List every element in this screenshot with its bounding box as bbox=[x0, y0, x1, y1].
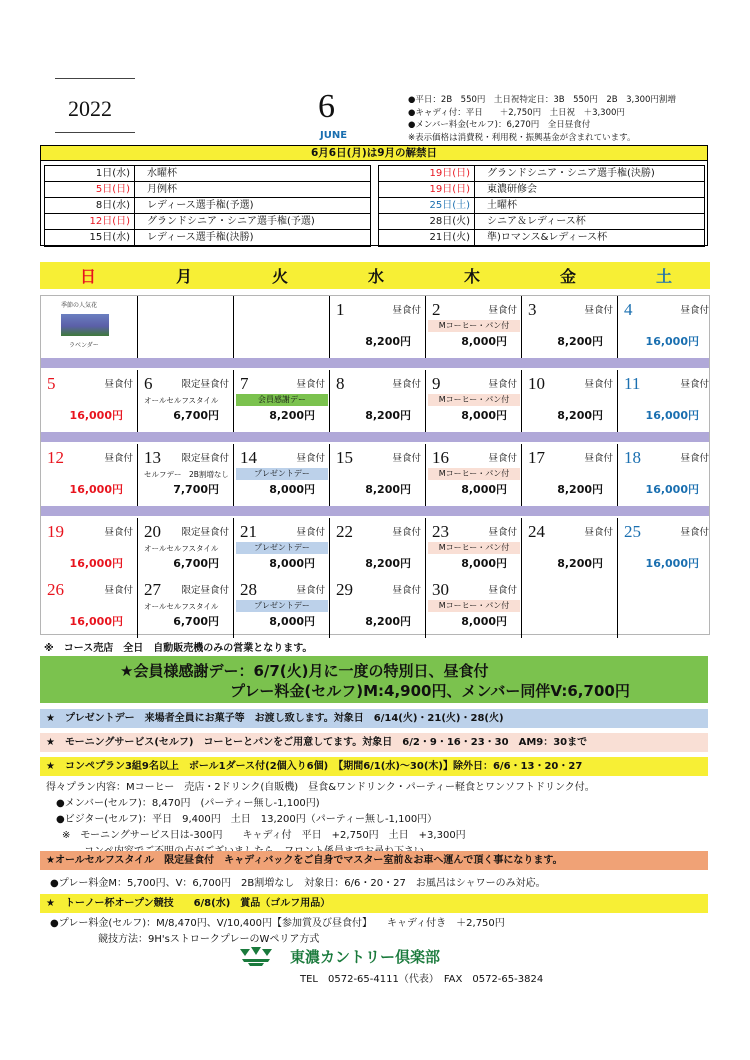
day-number: 15 bbox=[336, 448, 353, 467]
meal-label: 昼食付 bbox=[392, 585, 421, 596]
meal-label: 昼食付 bbox=[680, 379, 709, 390]
day-number: 3 bbox=[528, 300, 537, 319]
schedule-date: 28日(火) bbox=[379, 214, 475, 229]
day-number: 25 bbox=[624, 522, 641, 541]
weekday-6: 土 bbox=[655, 267, 672, 286]
shop-note: ※ コース売店 全日 自動販売機のみの営業となります。 bbox=[44, 643, 313, 654]
day-cell-5 bbox=[41, 370, 137, 432]
day-number: 7 bbox=[240, 374, 249, 393]
all-self-price: ●プレー料金M：5,700円、V：6,700円 2B割増なし 対象日：6/6・20・27 お風呂はシャワーのみ対応。 bbox=[50, 878, 546, 889]
day-cell-6 bbox=[137, 370, 233, 432]
meal-label: 昼食付 bbox=[680, 305, 709, 316]
day-cell-2 bbox=[425, 296, 521, 358]
meal-label: 昼食付 bbox=[680, 453, 709, 464]
day-price: 7,700円 bbox=[173, 483, 219, 496]
schedule-date: 1日(水) bbox=[45, 166, 135, 181]
day-price: 8,000円 bbox=[461, 483, 507, 496]
day-number: 21 bbox=[240, 522, 257, 541]
schedule-date: 8日(水) bbox=[45, 198, 135, 213]
year: 2022 bbox=[68, 96, 112, 121]
schedule-event: 水曜杯 bbox=[147, 168, 177, 179]
day-cell-11 bbox=[617, 370, 713, 432]
meal-label: 昼食付 bbox=[488, 527, 517, 538]
day-price: 16,000円 bbox=[645, 409, 699, 422]
meal-label: 昼食付 bbox=[296, 585, 325, 596]
plan-badge: プレゼントデー bbox=[236, 542, 328, 554]
day-cell-1 bbox=[329, 296, 425, 358]
compe-morning-note: ※ モーニングサービス日は-300円 キャディ付 平日 +2,750円 土日 +3,300円 bbox=[62, 830, 466, 841]
day-number: 12 bbox=[47, 448, 64, 467]
day-number: 2 bbox=[432, 300, 441, 319]
year-rule-top bbox=[55, 78, 135, 79]
month-name: JUNE bbox=[320, 130, 348, 141]
day-number: 9 bbox=[432, 374, 441, 393]
day-price: 16,000円 bbox=[69, 409, 123, 422]
day-price: 6,700円 bbox=[173, 557, 219, 570]
day-cell-22 bbox=[329, 518, 425, 580]
day-cell-10 bbox=[521, 370, 617, 432]
schedule-row bbox=[379, 198, 704, 214]
meal-label: 昼食付 bbox=[296, 453, 325, 464]
weekday-0: 日 bbox=[79, 267, 96, 286]
morning-service-bar: ★ モーニングサービス(セルフ) コーヒーとパンをご用意してます。対象日 6/2・9・16・23・30 AM9：30まで bbox=[40, 733, 708, 752]
day-cell-27 bbox=[137, 576, 233, 638]
meal-label: 昼食付 bbox=[488, 379, 517, 390]
thanks-line-2: プレー料金(セルフ)M:4,900円、メンバー同伴V:6,700円 bbox=[230, 682, 630, 700]
schedule-right-column bbox=[378, 165, 705, 247]
plan-badge: プレゼントデー bbox=[236, 468, 328, 480]
day-price: 8,200円 bbox=[365, 483, 411, 496]
club-name: 東濃カントリー倶楽部 bbox=[290, 948, 441, 966]
price-info-line: ●メンバー料金(セルフ)：6,270円 全日昼食付 bbox=[408, 120, 591, 131]
meal-label: 限定昼食付 bbox=[181, 453, 229, 464]
meal-label: 昼食付 bbox=[488, 453, 517, 464]
day-price: 8,200円 bbox=[557, 409, 603, 422]
plan-badge: Mコーヒー・パン付 bbox=[428, 320, 520, 332]
week-separator bbox=[41, 358, 709, 368]
day-price: 8,200円 bbox=[365, 615, 411, 628]
schedule-row bbox=[45, 198, 370, 214]
day-number: 14 bbox=[240, 448, 257, 467]
day-number: 30 bbox=[432, 580, 449, 599]
day-number: 17 bbox=[528, 448, 545, 467]
compe-detail: 得々プラン内容：Mコーヒー 売店・2ドリンク(自販機) 昼食&ワンドリンク・パーティー軽食とワンソフトドリンク付。 bbox=[46, 782, 595, 793]
empty-day-cell bbox=[137, 296, 233, 358]
day-cell-23 bbox=[425, 518, 521, 580]
schedule-event: レディース選手権(予選) bbox=[147, 200, 254, 211]
present-day-bar: ★ プレゼントデー 来場者全員にお菓子等 お渡し致します。対象日 6/14(火)・21(火)・28(火) bbox=[40, 709, 708, 728]
member-thanks-banner bbox=[40, 656, 708, 703]
calendar-grid bbox=[40, 295, 710, 635]
weekday-header bbox=[40, 262, 710, 289]
schedule-date: 21日(火) bbox=[379, 230, 475, 246]
day-cell-20 bbox=[137, 518, 233, 580]
day-price: 8,000円 bbox=[269, 557, 315, 570]
schedule-event: 土曜杯 bbox=[487, 200, 517, 211]
price-info-line: ●キャディ付：平日 ＋2,750円 土日祝 ＋3,300円 bbox=[408, 107, 625, 118]
plan-badge: 会員感謝デー bbox=[236, 394, 328, 406]
plan-note: オールセルフスタイル bbox=[144, 602, 219, 611]
day-number: 19 bbox=[47, 522, 64, 541]
year-rule-bottom bbox=[55, 132, 135, 133]
plan-note: オールセルフスタイル bbox=[144, 544, 219, 553]
day-number: 29 bbox=[336, 580, 353, 599]
schedule-event: レディース選手権(決勝) bbox=[147, 232, 254, 243]
calendar-week bbox=[41, 370, 709, 432]
day-cell-18 bbox=[617, 444, 713, 506]
day-number: 1 bbox=[336, 300, 345, 319]
day-cell-16 bbox=[425, 444, 521, 506]
compe-plan-bar: ★ コンペプラン3組9名以上 ボール1ダース付(2個入り6個) 【期間6/1(水)～30(木)】除外日：6/6・13・20・27 bbox=[40, 757, 708, 776]
meal-label: 昼食付 bbox=[584, 527, 613, 538]
week-separator bbox=[41, 506, 709, 516]
day-price: 16,000円 bbox=[69, 483, 123, 496]
day-cell-30 bbox=[425, 576, 521, 638]
day-price: 16,000円 bbox=[645, 557, 699, 570]
schedule-row bbox=[379, 166, 704, 182]
day-cell-12 bbox=[41, 444, 137, 506]
meal-label: 昼食付 bbox=[584, 379, 613, 390]
day-price: 6,700円 bbox=[173, 409, 219, 422]
day-number: 6 bbox=[144, 374, 153, 393]
weekday-2: 火 bbox=[271, 267, 288, 286]
schedule-date: 12日(日) bbox=[45, 214, 135, 229]
calendar-week bbox=[41, 296, 709, 358]
schedule-date: 5日(日) bbox=[45, 182, 135, 197]
all-self-bar: ★オールセルフスタイル 限定昼食付 キャディバックをご自身でマスター室前＆お車へ運んで頂く事になります。 bbox=[40, 851, 708, 870]
day-number: 24 bbox=[528, 522, 545, 541]
flower-name: ラベンダー bbox=[69, 342, 99, 349]
day-price: 8,200円 bbox=[365, 409, 411, 422]
schedule-date: 19日(日) bbox=[379, 182, 475, 197]
calendar-week bbox=[41, 444, 709, 506]
meal-label: 昼食付 bbox=[104, 379, 133, 390]
calendar-week bbox=[41, 576, 709, 638]
schedule-event: グランドシニア・シニア選手権(決勝) bbox=[487, 168, 655, 179]
weekday-3: 水 bbox=[367, 267, 384, 286]
day-price: 8,000円 bbox=[269, 615, 315, 628]
day-price: 8,000円 bbox=[461, 335, 507, 348]
day-price: 16,000円 bbox=[645, 483, 699, 496]
day-price: 8,200円 bbox=[365, 335, 411, 348]
meal-label: 昼食付 bbox=[392, 305, 421, 316]
weekday-5: 金 bbox=[559, 267, 576, 286]
day-number: 22 bbox=[336, 522, 353, 541]
meal-label: 昼食付 bbox=[104, 585, 133, 596]
day-price: 8,200円 bbox=[269, 409, 315, 422]
day-price: 8,200円 bbox=[557, 335, 603, 348]
schedule-event: グランドシニア・シニア選手権(予選) bbox=[147, 216, 315, 227]
plan-badge: Mコーヒー・パン付 bbox=[428, 468, 520, 480]
day-cell-8 bbox=[329, 370, 425, 432]
day-number: 18 bbox=[624, 448, 641, 467]
day-number: 5 bbox=[47, 374, 56, 393]
meal-label: 限定昼食付 bbox=[181, 379, 229, 390]
weekday-1: 月 bbox=[175, 267, 192, 286]
day-price: 8,000円 bbox=[461, 409, 507, 422]
schedule-row bbox=[45, 230, 370, 246]
schedule-row bbox=[379, 230, 704, 246]
day-cell-28 bbox=[233, 576, 329, 638]
event-schedule bbox=[40, 145, 708, 246]
plan-badge: プレゼントデー bbox=[236, 600, 328, 612]
schedule-event: 東濃研修会 bbox=[487, 184, 537, 195]
day-number: 20 bbox=[144, 522, 161, 541]
schedule-event: シニア＆レディース杯 bbox=[487, 216, 586, 227]
day-cell-21 bbox=[233, 518, 329, 580]
plan-note: オールセルフスタイル bbox=[144, 396, 219, 405]
schedule-date: 19日(日) bbox=[379, 166, 475, 181]
empty-day-cell bbox=[233, 296, 329, 358]
weekday-4: 木 bbox=[463, 267, 480, 286]
day-price: 8,200円 bbox=[557, 557, 603, 570]
meal-label: 限定昼食付 bbox=[181, 585, 229, 596]
day-cell-4 bbox=[617, 296, 713, 358]
flower-title: 季節の人気花 bbox=[61, 302, 98, 309]
schedule-event: 月例杯 bbox=[147, 184, 177, 195]
day-cell-3 bbox=[521, 296, 617, 358]
plan-badge: Mコーヒー・パン付 bbox=[428, 600, 520, 612]
meal-label: 限定昼食付 bbox=[181, 527, 229, 538]
meal-label: 昼食付 bbox=[392, 453, 421, 464]
day-cell-26 bbox=[41, 576, 137, 638]
day-cell-24 bbox=[521, 518, 617, 580]
plan-badge: Mコーヒー・パン付 bbox=[428, 394, 520, 406]
price-info-line: ●平日：2B 550円 土日祝特定日：3B 550円 2B 3,300円割増 bbox=[408, 95, 676, 105]
day-number: 27 bbox=[144, 580, 161, 599]
day-cell-29 bbox=[329, 576, 425, 638]
day-number: 28 bbox=[240, 580, 257, 599]
meal-label: 昼食付 bbox=[680, 527, 709, 538]
day-number: 16 bbox=[432, 448, 449, 467]
schedule-row bbox=[379, 182, 704, 198]
schedule-row bbox=[45, 214, 370, 230]
meal-label: 昼食付 bbox=[104, 453, 133, 464]
price-info-line: ※表示価格は消費税・利用税・振興基金が含まれています。 bbox=[408, 132, 636, 143]
schedule-left-column bbox=[44, 165, 371, 247]
club-logo-icon bbox=[238, 945, 274, 967]
day-cell-15 bbox=[329, 444, 425, 506]
meal-label: 昼食付 bbox=[488, 305, 517, 316]
contact-info: TEL 0572-65-4111（代表） FAX 0572-65-3824 bbox=[300, 974, 544, 985]
meal-label: 昼食付 bbox=[296, 379, 325, 390]
day-cell-17 bbox=[521, 444, 617, 506]
schedule-row bbox=[45, 166, 370, 182]
calendar-week bbox=[41, 518, 709, 580]
day-price: 8,200円 bbox=[365, 557, 411, 570]
empty-day-cell bbox=[521, 576, 617, 638]
meal-label: 昼食付 bbox=[392, 527, 421, 538]
day-cell-13 bbox=[137, 444, 233, 506]
meal-label: 昼食付 bbox=[488, 585, 517, 596]
compe-member-price: ●メンバー(セルフ)：8,470円 (パーティー無し-1,100円) bbox=[56, 798, 320, 809]
schedule-row bbox=[45, 182, 370, 198]
tono-cup-price: ●プレー料金(セルフ)：M/8,470円、V/10,400円【参加賞及び昼食付】 キャディ付き ＋2,750円 bbox=[50, 918, 505, 929]
price-info bbox=[408, 94, 676, 144]
day-cell-14 bbox=[233, 444, 329, 506]
day-price: 8,000円 bbox=[461, 615, 507, 628]
day-number: 26 bbox=[47, 580, 64, 599]
day-cell-25 bbox=[617, 518, 713, 580]
plan-note: セルフデー 2B割増なし bbox=[144, 470, 229, 479]
day-price: 6,700円 bbox=[173, 615, 219, 628]
day-price: 8,000円 bbox=[269, 483, 315, 496]
day-number: 4 bbox=[624, 300, 633, 319]
day-price: 16,000円 bbox=[645, 335, 699, 348]
meal-label: 昼食付 bbox=[584, 305, 613, 316]
schedule-date: 25日(土) bbox=[379, 198, 475, 213]
day-number: 13 bbox=[144, 448, 161, 467]
meal-label: 昼食付 bbox=[296, 527, 325, 538]
schedule-date: 15日(水) bbox=[45, 230, 135, 246]
tono-cup-method: 競技方法：9H'sストロークプレーのWペリア方式 bbox=[98, 934, 320, 945]
day-number: 23 bbox=[432, 522, 449, 541]
thanks-line-1: ★会員様感謝デー：6/7(火)月に一度の特別日、昼食付 bbox=[120, 662, 489, 680]
meal-label: 昼食付 bbox=[392, 379, 421, 390]
day-price: 8,000円 bbox=[461, 557, 507, 570]
day-cell-7 bbox=[233, 370, 329, 432]
day-number: 8 bbox=[336, 374, 345, 393]
month-number: 6 bbox=[318, 88, 335, 125]
week-separator bbox=[41, 432, 709, 442]
plan-badge: Mコーヒー・パン付 bbox=[428, 542, 520, 554]
tono-cup-bar: ★ トーノー杯オープン競技 6/8(水) 賞品（ゴルフ用品） bbox=[40, 894, 708, 913]
day-price: 16,000円 bbox=[69, 615, 123, 628]
day-number: 10 bbox=[528, 374, 545, 393]
day-cell-9 bbox=[425, 370, 521, 432]
meal-label: 昼食付 bbox=[584, 453, 613, 464]
schedule-row bbox=[379, 214, 704, 230]
day-cell-19 bbox=[41, 518, 137, 580]
schedule-event: 準)ロマンス&レディース杯 bbox=[487, 232, 608, 243]
day-price: 8,200円 bbox=[557, 483, 603, 496]
meal-label: 昼食付 bbox=[104, 527, 133, 538]
schedule-title: 6月6日(月)は9月の解禁日 bbox=[41, 146, 707, 161]
day-price: 16,000円 bbox=[69, 557, 123, 570]
empty-day-cell bbox=[617, 576, 713, 638]
day-number: 11 bbox=[624, 374, 641, 393]
compe-visitor-price: ●ビジター(セルフ)：平日 9,400円 土日 13,200円（パーティー無し-1,100円） bbox=[56, 814, 438, 825]
